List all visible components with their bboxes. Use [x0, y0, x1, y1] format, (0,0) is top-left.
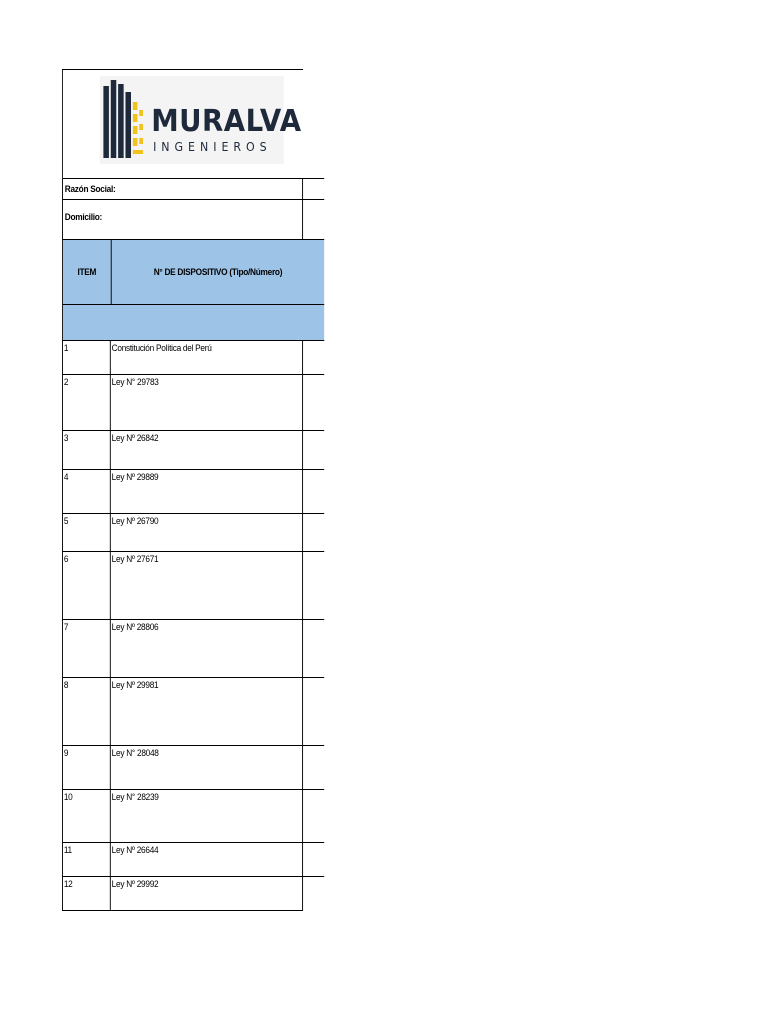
logo-subtitle: INGENIEROS [153, 140, 272, 154]
item-number: 5 [63, 514, 111, 551]
dispositivo-cell: Ley N° 28239 [111, 792, 159, 802]
table-body [63, 341, 324, 910]
dispositivo-cell: Ley Nº 26842 [111, 433, 159, 443]
table-row [63, 470, 324, 514]
domicilio-label: Domicilio: [64, 212, 103, 222]
razon-social-label: Razón Social: [64, 184, 116, 194]
dispositivo-cell: Ley Nº 26790 [111, 516, 159, 526]
table-row [63, 620, 324, 678]
item-number: 3 [63, 431, 111, 469]
item-number: 11 [63, 843, 111, 876]
table-header [63, 240, 324, 305]
item-number: 1 [63, 341, 111, 374]
table-row [63, 746, 324, 790]
document-sheet [62, 69, 303, 911]
table-row [63, 877, 324, 910]
dispositivo-cell: Ley Nº 29889 [111, 472, 159, 482]
item-number: 9 [63, 746, 111, 789]
logo-name: MURALVA [151, 104, 302, 139]
section-band [63, 305, 324, 341]
table-row [63, 678, 324, 746]
dispositivo-cell: Constitución Política del Perú [111, 343, 212, 353]
domicilio-row [63, 200, 324, 240]
table-row [63, 843, 324, 877]
dispositivo-cell: Ley N° 29783 [111, 377, 159, 387]
razon-social-row [63, 179, 324, 200]
table-row [63, 341, 324, 375]
dispositivo-cell: Ley Nº 28806 [111, 622, 159, 632]
item-number: 8 [63, 678, 111, 745]
table-row [63, 552, 324, 620]
item-number: 7 [63, 620, 111, 677]
item-number: 10 [63, 790, 111, 842]
dispositivo-cell: Ley Nº 26644 [111, 845, 159, 855]
table-row [63, 514, 324, 552]
header-dispositivo: N° DE DISPOSITIVO (Tipo/Número) [153, 267, 283, 277]
dispositivo-cell: Ley Nº 29992 [111, 879, 159, 889]
dispositivo-cell: Ley Nº 29981 [111, 680, 159, 690]
header-item: ITEM [63, 240, 112, 304]
item-number: 4 [63, 470, 111, 513]
table-row [63, 431, 324, 470]
dispositivo-cell: Ley Nº 27671 [111, 554, 159, 564]
dispositivo-cell: Ley N° 28048 [111, 748, 159, 758]
item-number: 2 [63, 375, 111, 430]
item-number: 6 [63, 552, 111, 619]
item-number: 12 [63, 877, 111, 910]
logo-cell [63, 70, 324, 179]
table-row [63, 375, 324, 431]
company-logo [100, 76, 302, 164]
table-row [63, 790, 324, 843]
